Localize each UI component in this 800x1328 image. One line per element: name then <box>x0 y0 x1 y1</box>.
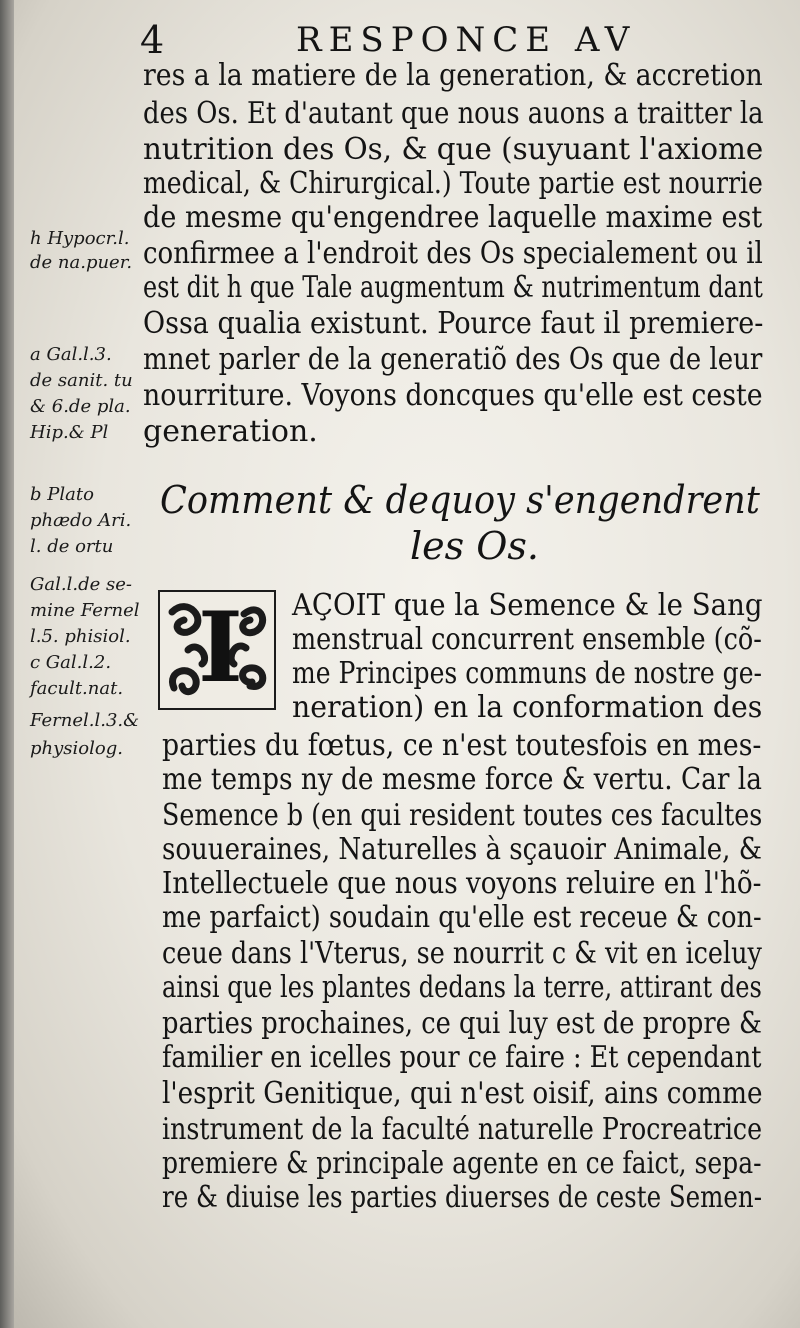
text-line: menstrual concurrent ensemble (cõ- <box>292 622 762 657</box>
text-line: l'esprit Genitique, qui n'est oisif, ains comme <box>162 1076 763 1111</box>
text-line: ainsi que les plantes dedans la terre, attirant des <box>162 970 762 1005</box>
text-line: premiere & principale agente en ce faict, sepa- <box>162 1146 762 1181</box>
text-line: des Os. Et d'autant que nous auons a traitter la <box>143 96 764 131</box>
text-line: nourriture. Voyons doncques qu'elle est ceste <box>143 378 763 413</box>
margin-note: phædo Ari. <box>30 510 132 531</box>
section-heading: les Os. <box>410 524 539 568</box>
text-line: Semence b (en qui resident toutes ces facultes <box>162 798 763 833</box>
text-line: mnet parler de la generatiõ des Os que de leur <box>143 342 763 377</box>
section-heading: Comment & dequoy s'engendrent <box>160 478 760 522</box>
margin-note: Gal.l.de se- <box>30 574 132 595</box>
margin-note: h Hypocr.l. <box>30 228 130 249</box>
text-line: Ossa qualia existunt. Pource faut il premiere- <box>143 306 764 341</box>
text-line: me Principes communs de nostre ge- <box>292 656 762 691</box>
margin-note: physiolog. <box>30 738 123 759</box>
margin-note: c Gal.l.2. <box>30 652 112 673</box>
text-line: nutrition des Os, & que (suyuant l'axiome <box>143 132 764 167</box>
margin-note: de na.puer. <box>30 252 133 273</box>
text-line: souueraines, Naturelles à sçauoir Animale, & <box>162 832 762 867</box>
ornamental-dropcap <box>158 590 276 710</box>
text-line: neration) en la conformation des <box>292 690 763 725</box>
margin-note: mine Fernel <box>30 600 140 621</box>
page-number: 4 <box>140 18 165 62</box>
text-line: re & diuise les parties diuerses de ceste Semen- <box>162 1180 762 1215</box>
text-line: me parfaict) soudain qu'elle est receue & con- <box>162 900 762 935</box>
text-line: familier en icelles pour ce faire : Et cependant <box>162 1040 762 1075</box>
margin-note: & 6.de pla. <box>30 396 131 417</box>
margin-note: l.5. phisiol. <box>30 626 131 647</box>
margin-note: de sanit. tu <box>30 370 133 391</box>
margin-note: Hip.& Pl <box>30 422 109 443</box>
text-line: instrument de la faculté naturelle Procreatrice <box>162 1112 763 1147</box>
text-line: medical, & Chirurgical.) Toute partie est nourrie <box>143 166 763 201</box>
page-header <box>0 14 800 64</box>
running-head: RESPONCE AV <box>296 20 637 60</box>
text-line: parties prochaines, ce qui luy est de propre & <box>162 1006 762 1041</box>
text-line: me temps ny de mesme force & vertu. Car la <box>162 762 762 797</box>
text-line: res a la matiere de la generation, & accretion <box>143 58 763 93</box>
text-line: AÇOIT que la Semence & le Sang <box>292 588 763 623</box>
margin-note: Fernel.l.3.& <box>30 710 140 731</box>
text-line: Intellectuele que nous voyons reluire en l'hõ- <box>162 866 762 901</box>
text-line: confirmee a l'endroit des Os specialement ou il <box>143 236 763 271</box>
text-line: de mesme qu'engendree laquelle maxime est <box>143 200 763 235</box>
margin-note: a Gal.l.3. <box>30 344 112 365</box>
text-line: ceue dans l'Vterus, se nourrit c & vit en iceluy <box>162 936 762 971</box>
text-line: parties du fœtus, ce n'est toutesfois en mes- <box>162 728 762 763</box>
text-line: est dit h que Tale augmentum & nutrimentum dant <box>143 270 763 305</box>
page-edge-shadow <box>0 0 14 1328</box>
margin-note: l. de ortu <box>30 536 114 557</box>
margin-note: b Plato <box>30 484 94 505</box>
text-line: generation. <box>143 414 318 449</box>
dropcap-letter: I <box>198 591 243 704</box>
margin-note: facult.nat. <box>30 678 124 699</box>
